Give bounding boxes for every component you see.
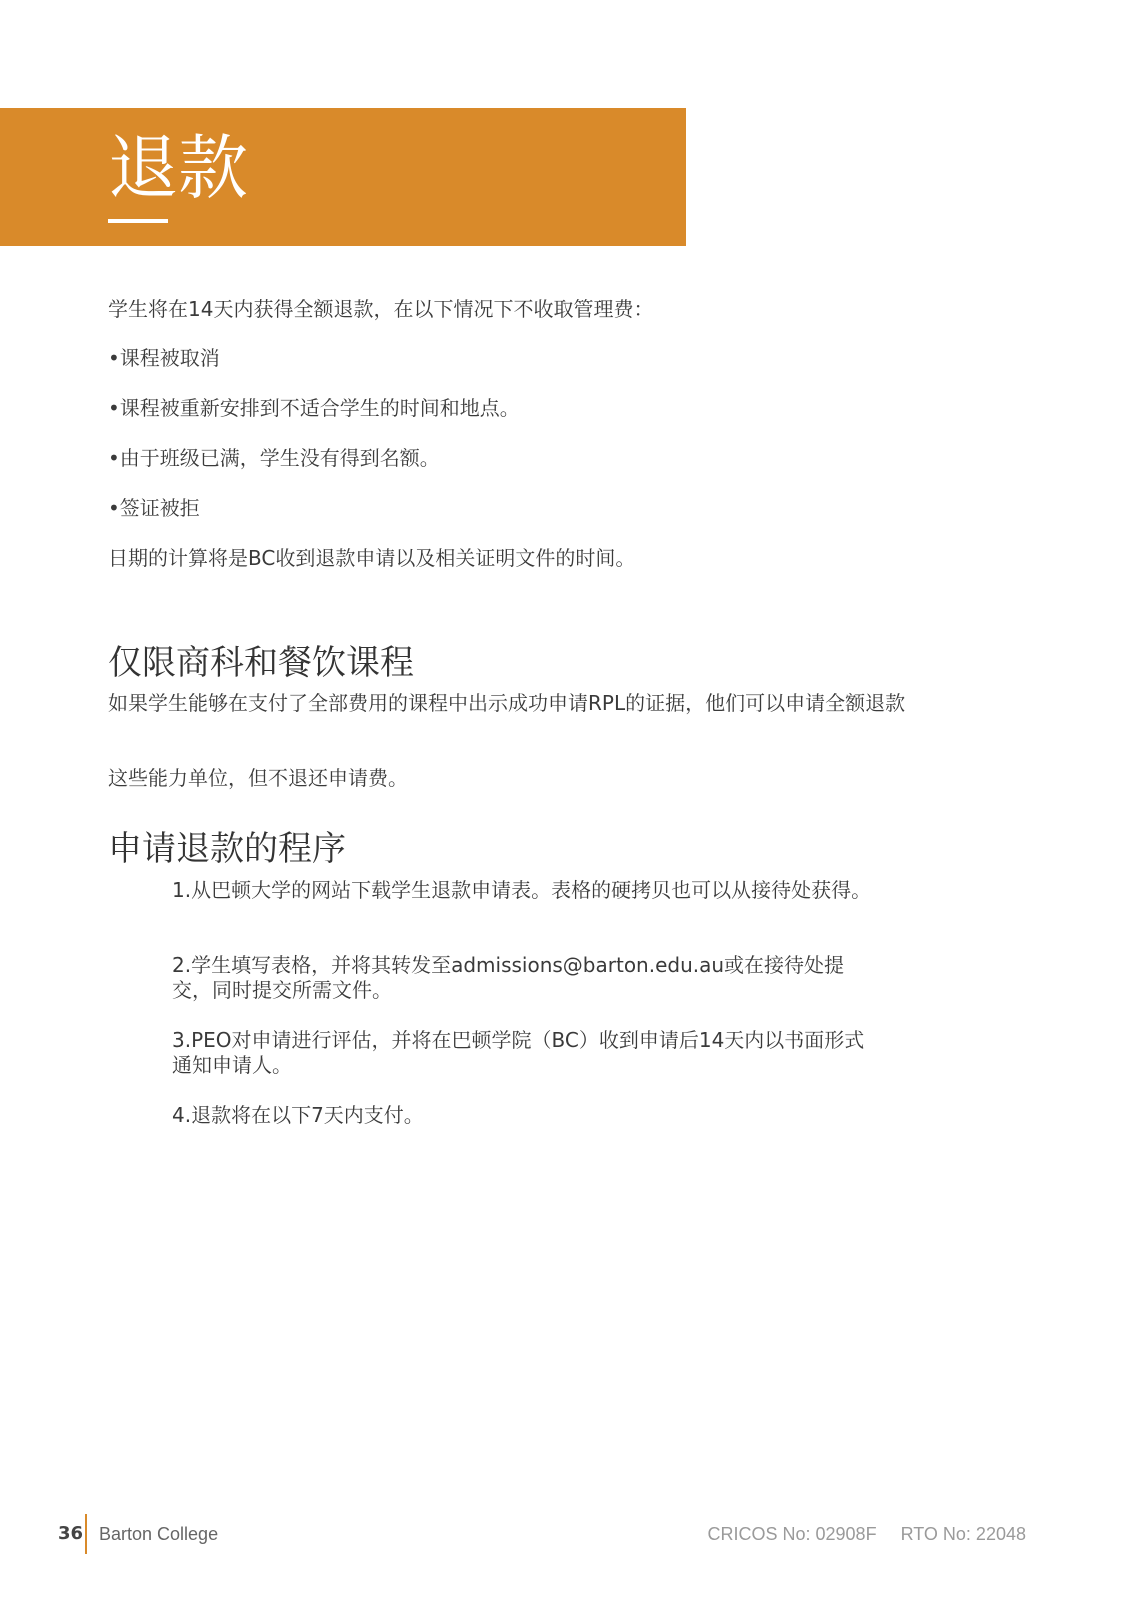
procedure-step: 1.从巴顿大学的网站下载学生退款申请表。表格的硬拷贝也可以从接待处获得。 [172,878,872,902]
footer-registration [708,1522,1027,1546]
bullet-item: •由于班级已满，学生没有得到名额。 [108,446,440,470]
footer-divider [85,1514,87,1554]
section-heading-procedure: 申请退款的程序 [108,829,346,869]
bullet-item: •签证被拒 [108,496,200,520]
intro-lead: 学生将在14天内获得全额退款，在以下情况下不收取管理费： [108,297,654,321]
page-number: 36 [58,1523,84,1544]
title-underline [108,219,168,223]
title-banner [0,108,686,246]
bullet-item: •课程被取消 [108,346,220,370]
page-title: 退款 [108,127,248,209]
cricos-number: CRICOS No: 02908F [707,1524,877,1544]
procedure-step: 4.退款将在以下7天内支付。 [172,1103,424,1127]
footer-college-name: Barton College [99,1524,219,1544]
procedure-step: 3.PEO对申请进行评估，并将在巴顿学院（BC）收到申请后14天内以书面形式通知申请人。 [172,1028,865,1077]
business-paragraph: 如果学生能够在支付了全部费用的课程中出示成功申请RPL的证据，他们可以申请全额退款 [108,691,906,715]
section-heading-business: 仅限商科和餐饮课程 [108,643,414,683]
procedure-step: 2.学生填写表格，并将其转发至admissions@barton.edu.au或在接待处提交，同时提交所需文件。 [172,953,845,1002]
rto-number: RTO No: 22048 [900,1524,1026,1544]
business-paragraph: 这些能力单位，但不退还申请费。 [108,766,408,790]
date-note: 日期的计算将是BC收到退款申请以及相关证明文件的时间。 [108,546,636,570]
bullet-item: •课程被重新安排到不适合学生的时间和地点。 [108,396,520,420]
